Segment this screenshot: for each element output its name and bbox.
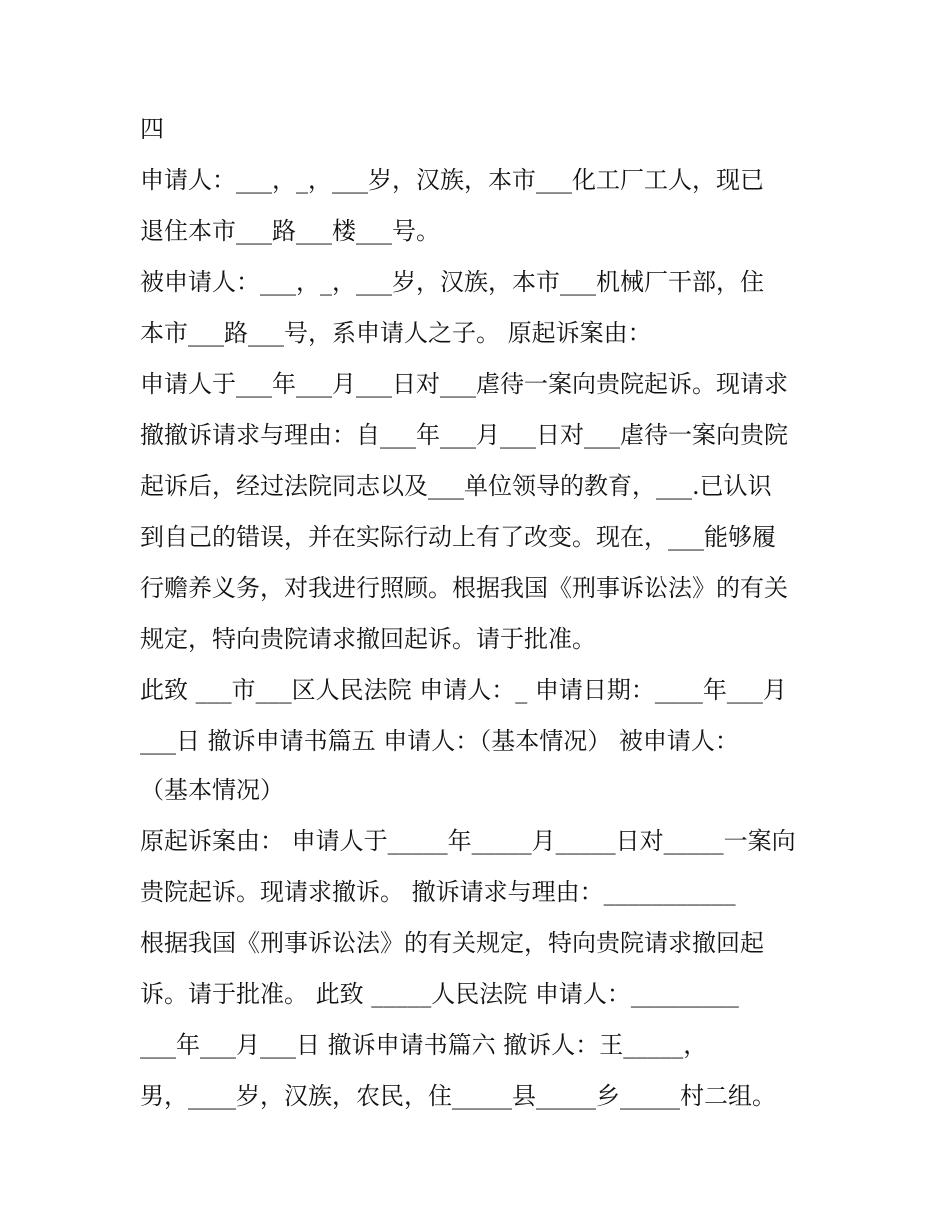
text-line: 申请人：___，_，___岁，汉族，本市___化工厂工人，现已 [140, 166, 764, 194]
text-line: 申请人于___年___月___日对___虐待一案向贵院起诉。现请求 [140, 370, 788, 398]
text-line: 到自己的错误，并在实际行动上有了改变。现在，___能够履 [140, 523, 776, 551]
text-line: 诉。请于批准。 此致 _____人民法院 申请人：_________ [140, 980, 739, 1008]
text-line: 本市___路___号，系申请人之子。 原起诉案由： [140, 319, 652, 347]
text-line: 此致 ___市___区人民法院 申请人：_ 申请日期：____年___月 [140, 676, 787, 704]
text-line: 被申请人：___，_，___岁，汉族，本市___机械厂干部，住 [140, 268, 764, 296]
text-line: 原起诉案由： 申请人于_____年_____月_____日对_____一案向 [140, 827, 796, 855]
text-line: 退住本市___路___楼___号。 [140, 217, 440, 245]
text-line: 贵院起诉。现请求撤诉。 撤诉请求与理由：___________ [140, 878, 736, 906]
text-line: （基本情况） [140, 776, 284, 804]
text-line: 男，____岁，汉族，农民，住_____县_____乡_____村二组。 [140, 1082, 776, 1110]
text-line: 起诉后，经过法院同志以及___单位领导的教育，___.已认识 [140, 472, 772, 500]
text-line: 撤撤诉请求与理由：自___年___月___日对___虐待一案向贵院 [140, 421, 788, 449]
text-line: ___日 撤诉申请书篇五 申请人：（基本情况） 被申请人： [140, 727, 739, 755]
text-line: 四 [140, 115, 164, 143]
text-line: ___年___月___日 撤诉申请书篇六 撤诉人：王_____， [140, 1031, 708, 1059]
text-line: 行赡养义务，对我进行照顾。根据我国《刑事诉讼法》的有关 [140, 574, 788, 602]
text-line: 根据我国《刑事诉讼法》的有关规定，特向贵院请求撤回起 [140, 929, 764, 957]
text-line: 规定，特向贵院请求撤回起诉。请于批准。 [140, 625, 596, 653]
